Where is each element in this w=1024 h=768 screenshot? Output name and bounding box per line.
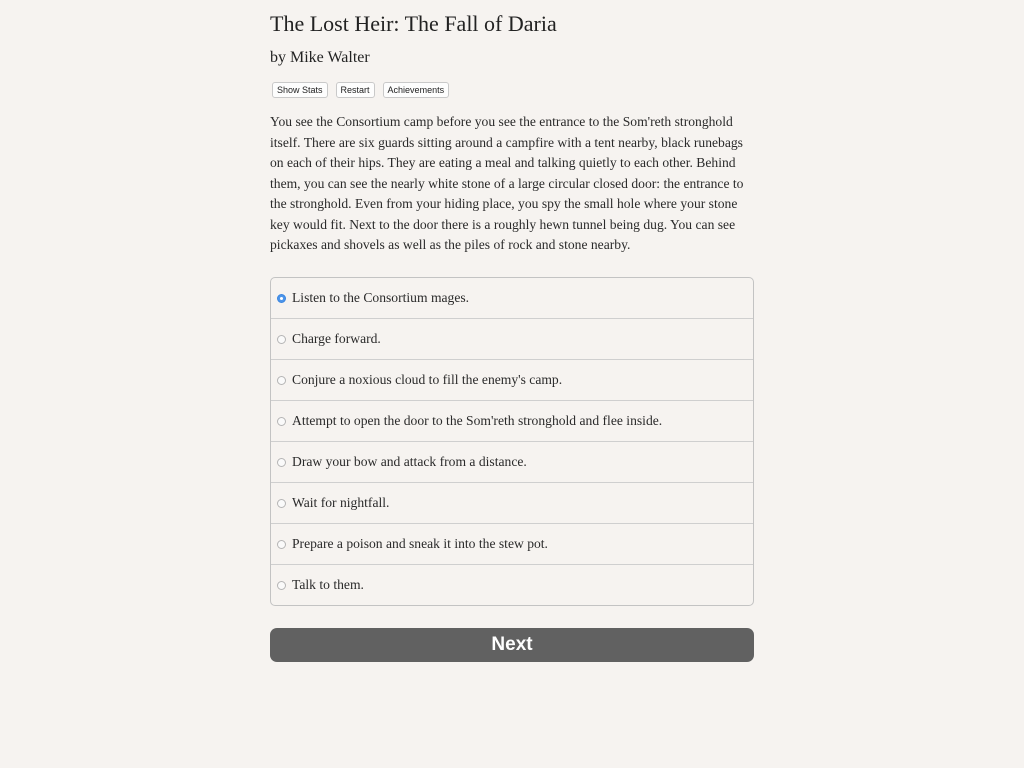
choice-option[interactable] [271,564,753,605]
choice-option[interactable] [271,441,753,482]
story-text: You see the Consortium camp before you see the entrance to the Som'reth stronghold itself. There are six guards sitting around a campfire with a tent nearby, black runebags on each of their hips. They are eating a meal and talking quietly to each other. Behind them, you can see the nearly white stone of a large circular closed door: the entrance to the stronghold. Even from your hiding place, you spy the small hole where your stone key would fit. Next to the door there is a roughly hewn tunnel being dug. You can see pickaxes and shovels as well as the piles of rock and stone nearby. [270,114,744,252]
choice-option[interactable] [271,278,753,318]
radio-button[interactable] [277,335,286,344]
choice-list [270,277,754,606]
choice-label: Listen to the Consortium mages. [292,290,470,305]
choice-label: Conjure a noxious cloud to fill the enemy's camp. [292,372,563,387]
radio-button[interactable] [277,540,286,549]
choice-label: Charge forward. [292,331,381,346]
restart-button[interactable]: Restart [336,82,375,98]
next-button[interactable]: Next [270,628,754,662]
radio-button[interactable] [277,376,286,385]
radio-button[interactable] [277,294,286,303]
choice-label: Wait for nightfall. [292,495,390,510]
choice-label: Draw your bow and attack from a distance. [292,454,527,469]
choice-option[interactable] [271,400,753,441]
page-title: The Lost Heir: The Fall of Daria [270,11,557,36]
toolbar [272,82,449,98]
achievements-button[interactable]: Achievements [383,82,450,98]
choice-label: Attempt to open the door to the Som'reth stronghold and flee inside. [292,413,663,428]
radio-button[interactable] [277,499,286,508]
choice-option[interactable] [271,359,753,400]
radio-button[interactable] [277,458,286,467]
show-stats-button[interactable]: Show Stats [272,82,328,98]
radio-button[interactable] [277,581,286,590]
radio-button[interactable] [277,417,286,426]
choice-label: Prepare a poison and sneak it into the stew pot. [292,536,548,551]
choice-label: Talk to them. [292,577,364,592]
choice-option[interactable] [271,318,753,359]
choice-option[interactable] [271,523,753,564]
author-byline: by Mike Walter [270,49,370,66]
choice-option[interactable] [271,482,753,523]
